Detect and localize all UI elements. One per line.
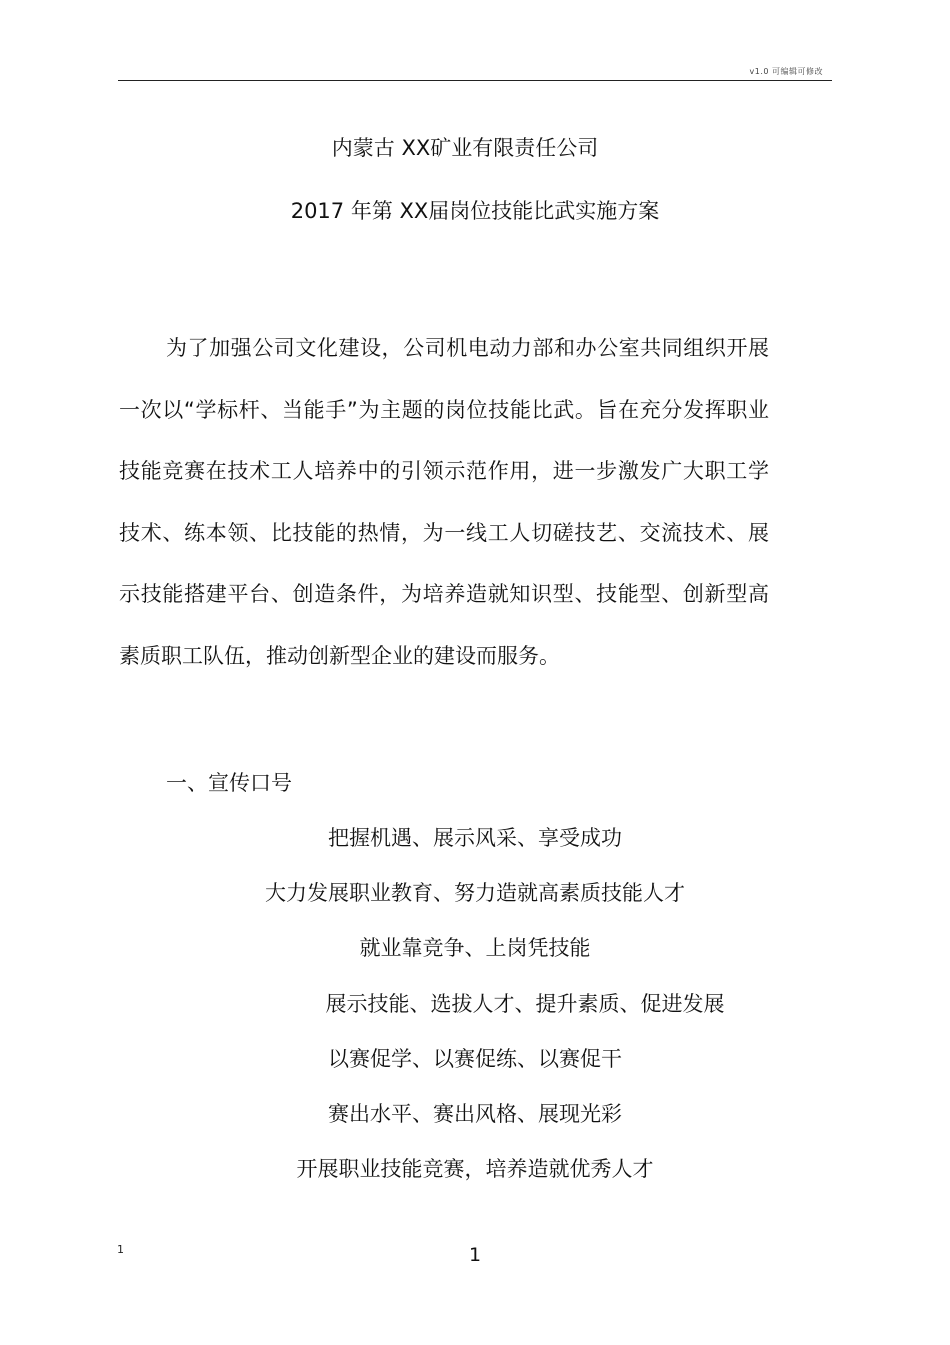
document-subtitle: 2017 年第 XX届岗位技能比武实施方案 xyxy=(290,199,660,223)
slogan-line: 把握机遇、展示风采、享受成功 xyxy=(328,826,622,850)
page-number: 1 xyxy=(468,1244,482,1266)
header-version-label: v1.0 可编辑可修改 xyxy=(749,67,823,76)
document-title: 内蒙古 XX矿业有限责任公司 xyxy=(331,136,599,160)
footer-small-number: 1 xyxy=(117,1243,124,1256)
slogan-line: 以赛促学、以赛促练、以赛促干 xyxy=(328,1047,622,1071)
slogan-line: 赛出水平、赛出风格、展现光彩 xyxy=(328,1102,622,1126)
intro-paragraph: 为了加强公司文化建设，公司机电动力部和办公室共同组织开展一次以“学标杆、当能手”为主题的岗位技能比武。旨在充分发挥职业技能竞赛在技术工人培养中的引领示范作用，进一步激发广大职工学技术、练本领、比技能的热情，为一线工人切磋技艺、交流技术、展示技能搭建平台、创造条件，为培养造就知识型、技能型、创新型高素质职工队伍，推动创新型企业的建设而服务。 xyxy=(119,336,769,668)
header-divider xyxy=(118,80,832,81)
slogan-line: 大力发展职业教育、努力造就高素质技能人才 xyxy=(265,881,685,905)
slogan-line: 就业靠竞争、上岗凭技能 xyxy=(359,936,591,960)
slogan-line: 展示技能、选拔人才、提升素质、促进发展 xyxy=(325,992,725,1016)
slogan-line: 开展职业技能竞赛，培养造就优秀人才 xyxy=(296,1157,654,1181)
section-heading-slogans: 一、宣传口号 xyxy=(166,771,292,795)
